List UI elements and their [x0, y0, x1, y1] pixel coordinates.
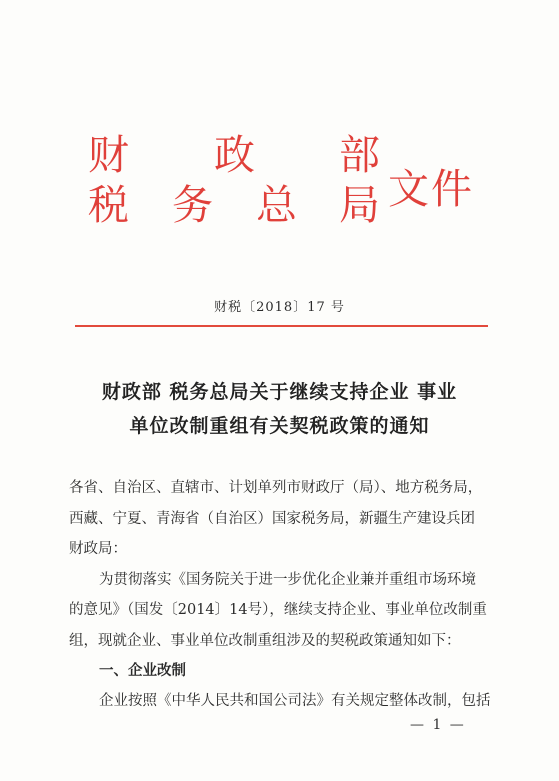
- agency-line-state-taxation-administration: [88, 180, 388, 230]
- agency-line-ministry-of-finance: [88, 130, 388, 180]
- document-label: 文件: [388, 165, 474, 213]
- agency-char: 税: [88, 181, 129, 229]
- agency-char: 部: [339, 131, 380, 179]
- body-paragraph-line: 的意见》（国发〔2014〕14号），继续支持企业、事业单位改制重: [69, 602, 487, 618]
- document-title-line-2: 单位改制重组有关契税政策的通知: [129, 415, 430, 437]
- agency-char: 财: [88, 131, 129, 179]
- agency-char: 政: [214, 131, 255, 179]
- addressee-line: 各省、自治区、直辖市、计划单列市财政厅（局）、地方税务局，: [69, 480, 483, 496]
- document-title-line-1: 财政部 税务总局关于继续支持企业 事业: [101, 381, 458, 403]
- addressee-line: 西藏、宁夏、青海省（自治区）国家税务局，新疆生产建设兵团: [69, 511, 475, 527]
- body-paragraph-line: 企业按照《中华人民共和国公司法》有关规定整体改制，包括: [99, 693, 491, 709]
- addressee-line: 财政局：: [69, 541, 127, 557]
- page-number: — 1 —: [410, 717, 466, 733]
- document-number: 财税〔2018〕17 号: [214, 300, 345, 315]
- body-paragraph-line: 为贯彻落实《国务院关于进一步优化企业兼并重组市场环境: [99, 572, 476, 588]
- section-heading: 一、企业改制: [99, 663, 186, 679]
- body-paragraph-line: 组，现就企业、事业单位改制重组涉及的契税政策通知如下：: [69, 633, 461, 649]
- agency-char: 总: [256, 181, 297, 229]
- agency-char: 务: [172, 181, 213, 229]
- red-divider-line: [75, 325, 488, 327]
- issuing-agency-header: [88, 130, 388, 230]
- agency-char: 局: [339, 181, 380, 229]
